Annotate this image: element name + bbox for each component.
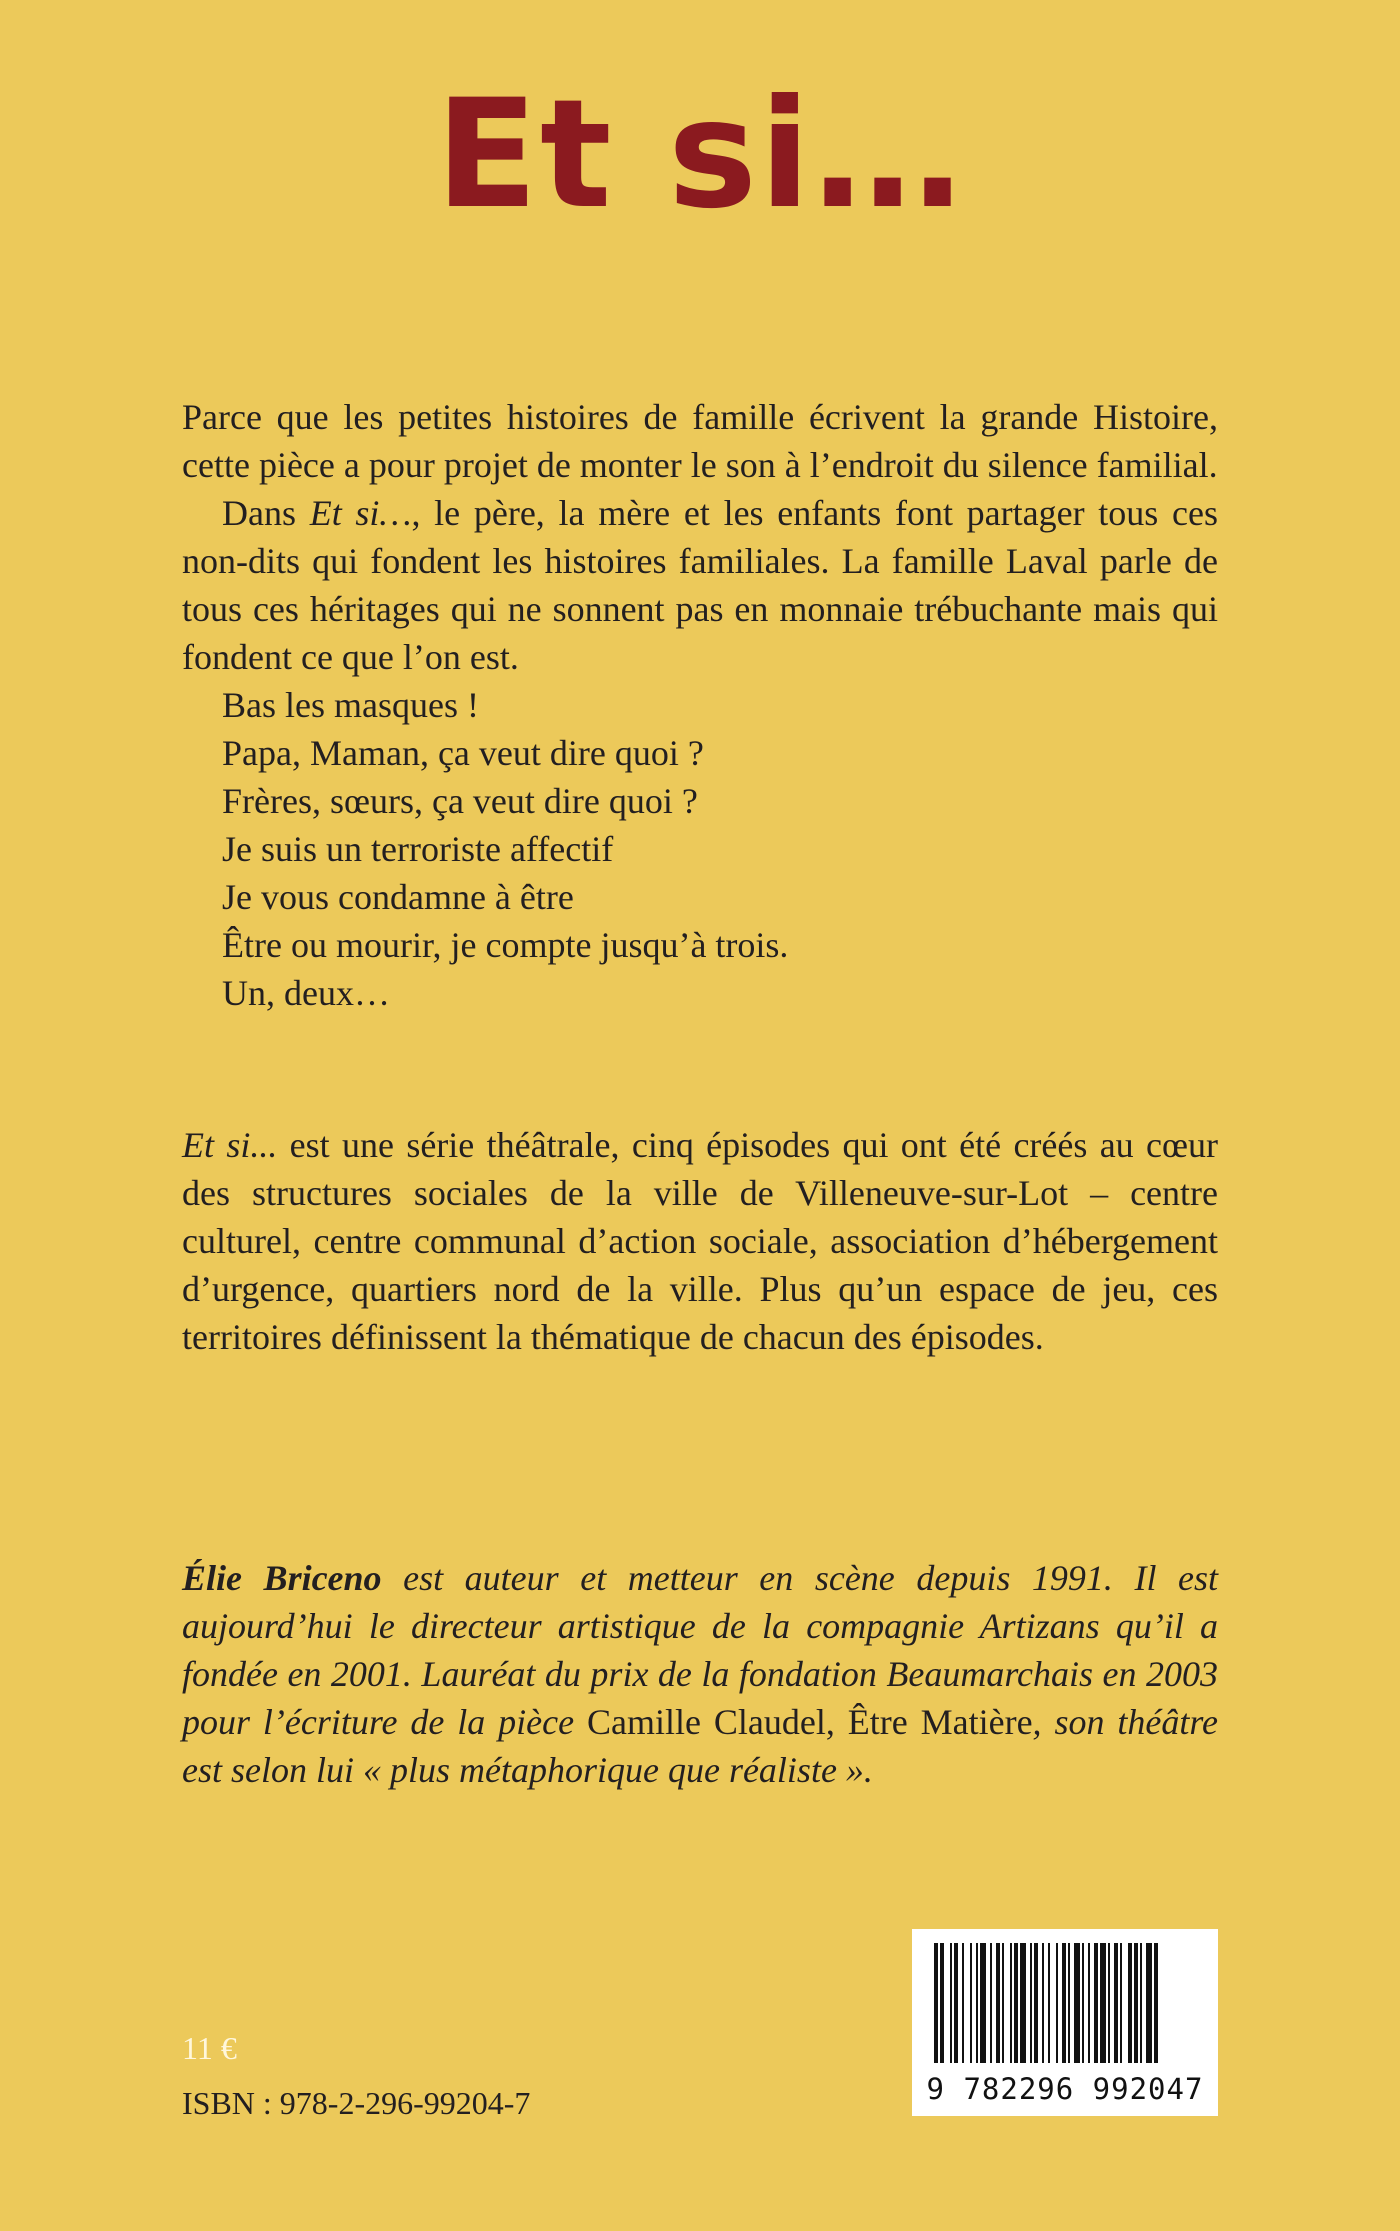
intro-paragraph-2 — [182, 489, 1218, 681]
bio-text-2: , son théâtre est selon lui « plus métaphorique que réaliste ». — [182, 1702, 1218, 1790]
intro-p2-before: Dans — [222, 493, 310, 533]
series-paragraph — [182, 1121, 1218, 1361]
price-label: 11 € — [182, 2030, 237, 2066]
series-title: Et si... — [182, 1125, 278, 1165]
book-title: Et si… — [435, 68, 965, 242]
isbn-label: ISBN : 978-2-296-99204-7 — [182, 2085, 531, 2121]
intro-paragraph-1: Parce que les petites histoires de famille écrivent la grande Histoire, cette pièce a pour projet de monter le son à l’endroit du silence familial. — [182, 397, 1218, 485]
intro-p2-title: Et si… — [309, 493, 412, 533]
verse-line: Je vous condamne à être — [222, 877, 574, 917]
intro-section — [182, 393, 1218, 1017]
verse-line: Je suis un terroriste affectif — [222, 829, 614, 869]
barcode — [912, 1929, 1218, 2116]
author-bio — [182, 1554, 1218, 1794]
verse-line: Papa, Maman, ça veut dire quoi ? — [222, 733, 704, 773]
play-title: Camille Claudel, Être Matière — [587, 1702, 1033, 1742]
barcode-digits: 9 782296 992047 — [926, 2072, 1204, 2106]
series-section — [182, 1121, 1218, 1361]
verse-line: Bas les masques ! — [222, 685, 479, 725]
bio-text-1: est auteur et metteur en scène depuis 1991. Il est aujourd’hui le directeur artistique de la compagnie Artizans qu’il a fondée en 2001. Lauréat du prix de la fondation Beaumarchais en 2003 pour l’écriture de la pièce — [182, 1558, 1218, 1742]
barcode-bars-icon — [912, 1929, 1218, 2079]
verse-line: Frères, sœurs, ça veut dire quoi ? — [222, 781, 698, 821]
intro-p2-after: , le père, la mère et les enfants font partager tous ces non-dits qui fondent les histoires familiales. La famille Laval parle de tous ces héritages qui ne sonnent pas en monnaie trébuchante mais qui fondent ce que l’on est. — [182, 493, 1218, 677]
verse-line: Être ou mourir, je compte jusqu’à trois. — [222, 925, 789, 965]
bio-paragraph — [182, 1554, 1218, 1794]
verse-line: Un, deux… — [222, 973, 390, 1013]
series-text: est une série théâtrale, cinq épisodes qui ont été créés au cœur des structures sociales de la ville de Villeneuve-sur-Lot – centre culturel, centre communal d’action sociale, association d’hébergement d’urgence, quartiers nord de la ville. Plus qu’un espace de jeu, ces territoires définissent la thématique de chacun des épisodes. — [182, 1125, 1218, 1357]
author-name: Élie Briceno — [182, 1558, 382, 1598]
